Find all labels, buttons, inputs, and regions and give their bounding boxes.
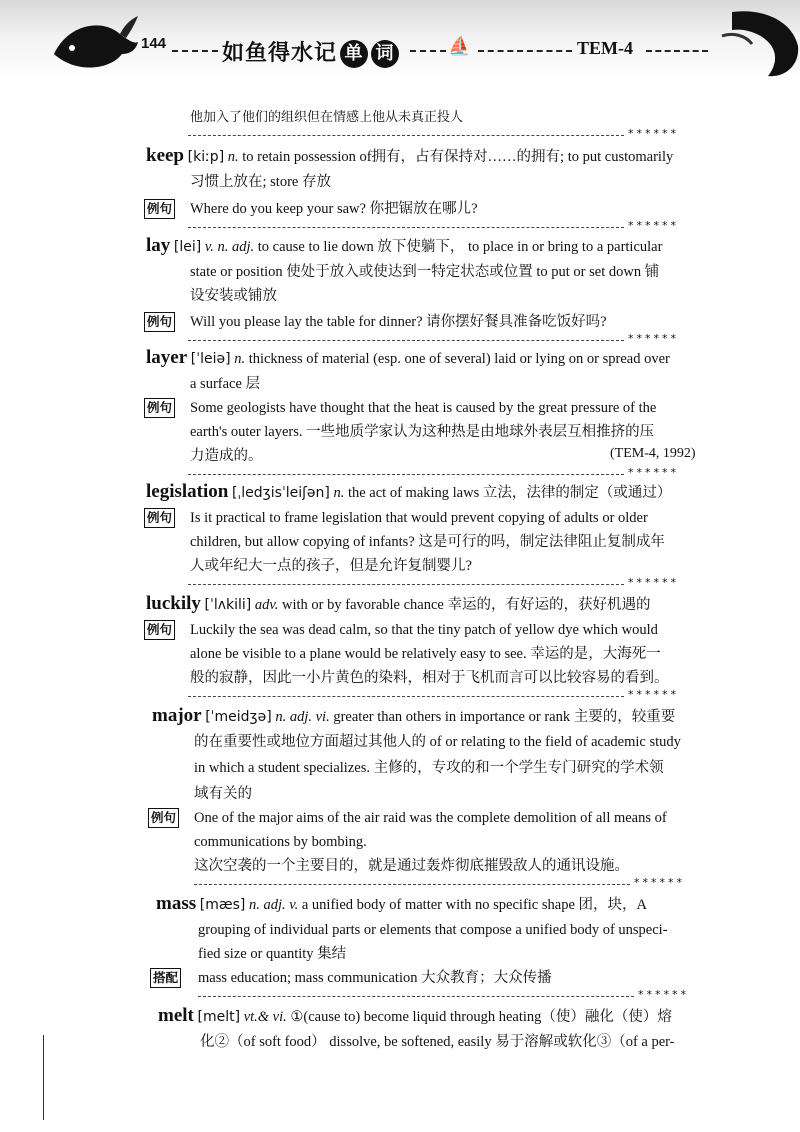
definition: to retain possession of拥有，占有保持对……的拥有; to put customarily [242, 149, 674, 165]
star-rating: ****** [628, 332, 679, 345]
word-char-badge-2: 词 [371, 40, 399, 68]
series-title-text: 如鱼得水记 [222, 41, 338, 66]
pronunciation: [ˌledʒisˈleiʃən] [231, 485, 330, 501]
part-of-speech: vt.& vi. [243, 1009, 287, 1025]
headword: lay [146, 235, 171, 256]
pronunciation: [mæs] [199, 897, 246, 913]
definition: a unified body of matter with no specific shape 团，块，A [301, 897, 647, 913]
example-tag: 例句 [144, 398, 175, 418]
definition-line: grouping of individual parts or elements that compose a unified body of unspeci- [198, 922, 668, 938]
pronunciation: [ˈmeidʒə] [205, 709, 272, 725]
part-of-speech: adv. [254, 597, 279, 613]
header-rule [646, 50, 708, 52]
definition: ①(cause to) become liquid through heating（使）融化（使）熔 [290, 1009, 672, 1025]
example-tag: 例句 [144, 508, 175, 528]
star-rating: ****** [638, 988, 689, 1001]
example-sentence: children, but allow copying of infants? 这是可行的吗，制定法律阻止复制成年 [190, 534, 665, 550]
definition: thickness of material (esp. one of several) laid or lying on or spread over [248, 351, 670, 367]
definition-line: 域有关的 [194, 786, 252, 802]
definition: with or by favorable chance 幸运的，有好运的，获好机遇的 [282, 597, 651, 613]
header-rule [410, 50, 446, 52]
example-tag: 例句 [144, 620, 175, 640]
header-rule [478, 50, 572, 52]
entry-separator [198, 996, 634, 997]
headword: legislation [146, 481, 229, 502]
entry-lay [146, 236, 662, 257]
binding-margin-line [43, 1035, 44, 1120]
definition: greater than others in importance or rank 主要的，较重要 [333, 709, 676, 725]
headword: major [152, 705, 202, 726]
star-rating: ****** [628, 219, 679, 232]
headword: luckily [146, 593, 201, 614]
example-sentence: Some geologists have thought that the heat is caused by the great pressure of the [190, 400, 657, 416]
example-sentence: One of the major aims of the air raid was the complete demolition of all means of [194, 810, 667, 826]
definition-line: state or position 使处于放入或使达到一特定状态或位置 to put or set down 铺 [190, 264, 660, 280]
definition-line: fied size or quantity 集结 [198, 946, 347, 962]
headword: mass [156, 893, 197, 914]
definition: to cause to lie down 放下使躺下， to place in or bring to a particular [257, 239, 663, 255]
example-sentence: Where do you keep your saw? 你把锯放在哪儿? [190, 201, 478, 217]
star-rating: ****** [628, 688, 679, 701]
header-rule [172, 50, 218, 52]
entry-separator [194, 884, 630, 885]
example-sentence: communications by bombing. [194, 834, 367, 850]
example-sentence: Is it practical to frame legislation that would prevent copying of adults or older [190, 510, 648, 526]
example-tag: 例句 [144, 199, 175, 219]
collocation-text: mass education; mass communication 大众教育；大众传播 [198, 970, 552, 986]
entry-separator [188, 340, 624, 341]
example-sentence: 力造成的。 [190, 448, 263, 464]
definition-line: in which a student specializes. 主修的，专攻的和一个学生专门研究的学术领 [194, 760, 664, 776]
entry-layer [146, 348, 670, 369]
entry-melt [158, 1006, 672, 1027]
example-sentence: alone be visible to a plane would be relatively easy to see. 幸运的是，大海死一 [190, 646, 661, 662]
sailboat-icon: ⛵ [448, 36, 471, 57]
entry-separator [188, 584, 624, 585]
word-char-badge-1: 单 [340, 40, 368, 68]
exam-label: TEM-4 [577, 38, 633, 58]
page-header [0, 0, 800, 80]
example-sentence: earth's outer layers. 一些地质学家认为这种热是由地球外表层互相推挤的压 [190, 424, 655, 440]
page-number: 144 [141, 35, 167, 52]
part-of-speech: v. n. adj. [204, 239, 255, 255]
part-of-speech: n. [234, 351, 246, 367]
pronunciation: [ˈleiə] [190, 351, 231, 367]
pronunciation: [lei] [173, 239, 202, 255]
example-sentence: 人或年纪大一点的孩子，但是允许复制婴儿? [190, 558, 472, 574]
pronunciation: [ˈlʌkili] [204, 597, 252, 613]
entry-separator [188, 227, 624, 228]
pronunciation: [kiːp] [187, 149, 225, 165]
hook-decoration-icon [712, 6, 800, 82]
source-citation: (TEM-4, 1992) [610, 446, 696, 461]
entry-major [152, 706, 675, 727]
headword: keep [146, 145, 184, 166]
entry-keep [146, 146, 673, 167]
example-sentence: 这次空袭的一个主要目的，就是通过轰炸彻底摧毁敌人的通讯设施。 [194, 858, 629, 874]
star-rating: ****** [634, 876, 685, 889]
example-tag: 例句 [148, 808, 179, 828]
example-tag: 例句 [144, 312, 175, 332]
series-title [222, 36, 399, 68]
entry-separator [188, 135, 624, 136]
part-of-speech: n. [227, 149, 239, 165]
example-sentence: 般的寂静，因此一小片黄色的染料，相对于飞机而言可以比较容易的看到。 [190, 670, 669, 686]
entry-luckily [146, 594, 650, 615]
intro-translation: 他加入了他们的组织但在情感上他从未真正投人 [190, 110, 464, 125]
example-sentence: Will you please lay the table for dinner? 请你摆好餐具准备吃饭好吗? [190, 314, 607, 330]
entry-mass [156, 894, 647, 915]
star-rating: ****** [628, 466, 679, 479]
definition-line: 习惯上放在; store 存放 [190, 174, 331, 190]
star-rating: ****** [628, 576, 679, 589]
definition-line: 的在重要性或地位方面超过其他人的 of or relating to the field of academic study [194, 734, 681, 750]
definition-line: 化②（of soft food） dissolve, be softened, easily 易于溶解或软化③（of a per- [200, 1034, 675, 1050]
definition-line: a surface 层 [190, 376, 261, 392]
definition: the act of making laws 立法，法律的制定（或通过） [347, 485, 672, 501]
definition-line: 设安装或铺放 [190, 288, 277, 304]
fish-logo-icon [50, 14, 140, 76]
entry-separator [188, 474, 624, 475]
star-rating: ****** [628, 127, 679, 140]
example-sentence: Luckily the sea was dead calm, so that the tiny patch of yellow dye which would [190, 622, 658, 638]
collocation-tag: 搭配 [150, 968, 181, 988]
entry-separator [188, 696, 624, 697]
part-of-speech: n. [333, 485, 345, 501]
part-of-speech: n. adj. vi. [275, 709, 330, 725]
entry-legislation [146, 482, 671, 503]
headword: layer [146, 347, 188, 368]
headword: melt [158, 1005, 194, 1026]
part-of-speech: n. adj. v. [248, 897, 299, 913]
pronunciation: [melt] [197, 1009, 241, 1025]
